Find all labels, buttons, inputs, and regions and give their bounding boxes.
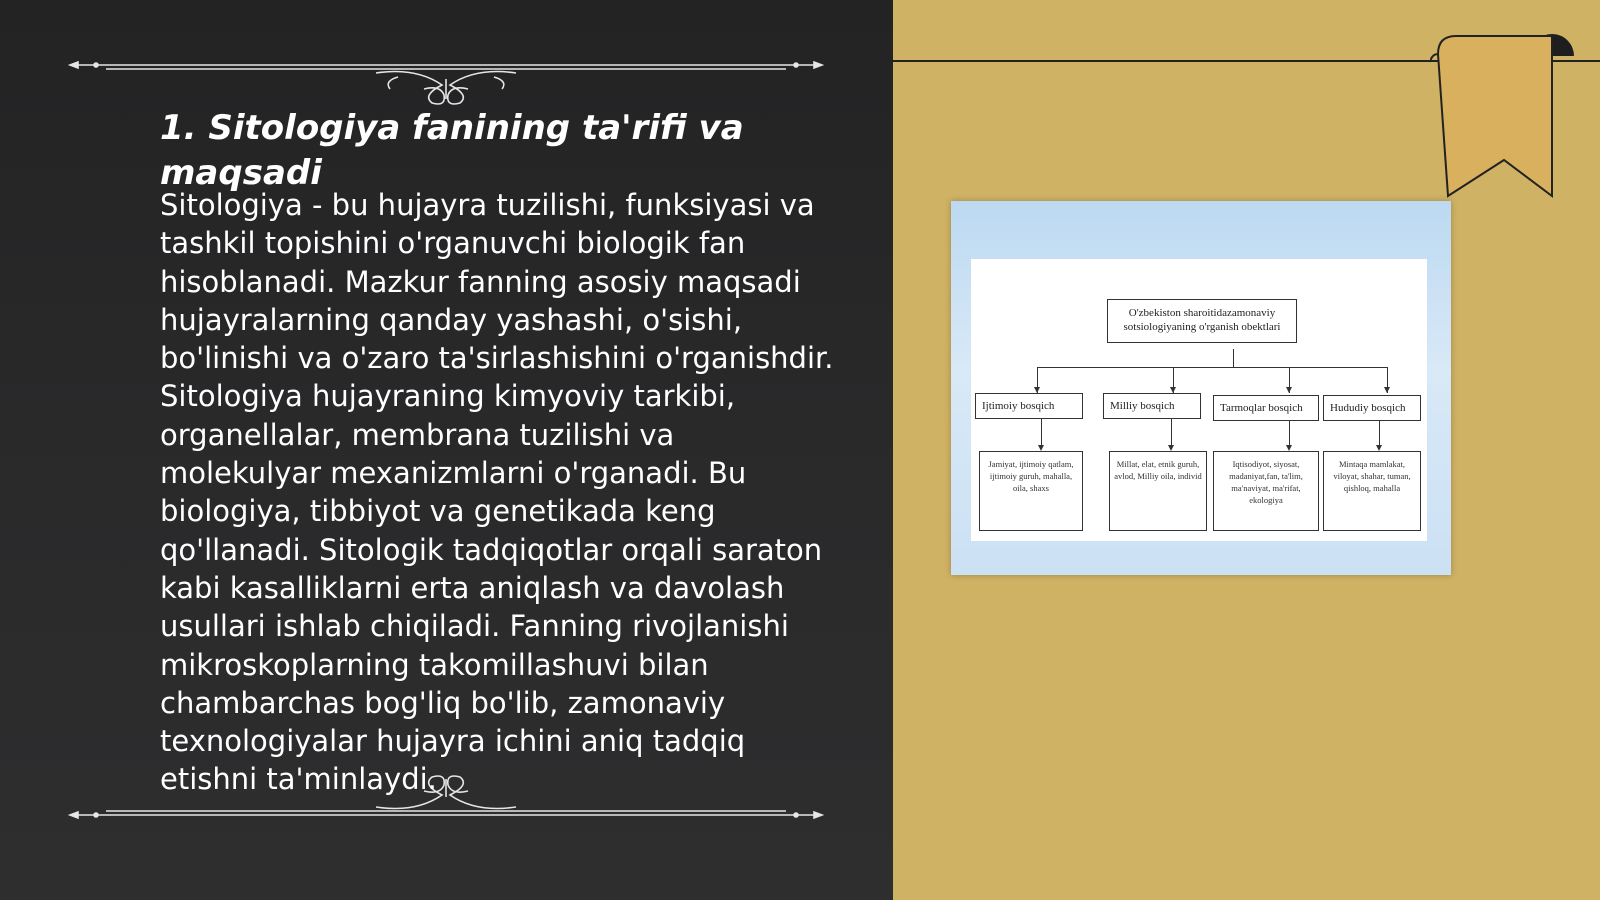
arrow-icon: [1286, 387, 1292, 393]
org-chart-canvas: [971, 259, 1427, 541]
org-chart-leaf-box: Jamiyat, ijtimoiy qatlam, ijtimoiy guruh, mahalla, oila, shaxs: [979, 451, 1083, 531]
org-chart-stage-box: Milliy bosqich: [1103, 393, 1201, 419]
scroll-divider-ornament-top: [66, 55, 826, 105]
org-chart-leaf-box: Iqtisodiyot, siyosat, madaniyat,fan, ta'lim, ma'naviyat, ma'rifat, ekologiya: [1213, 451, 1319, 531]
org-chart-stage-box: Hududiy bosqich: [1323, 395, 1421, 421]
slide-body-text: Sitologiya - bu hujayra tuzilishi, funksiyasi va tashkil topishini o'rganuvchi biologik fan hisoblanadi. Mazkur fanning asosiy maqsadi hujayralarning qanday yashashi, o'sishi, bo'linishi va o'zaro ta'sirlashishini o'rganishdir. Sitologiya hujayraning kimyoviy tarkibi, organellalar, membrana tuzilishi va molekulyar mexanizmlarni o'rganadi. Bu biologiya, tibbiyot va genetikada keng qo'llanadi. Sitologik tadqiqotlar orqali saraton kabi kasalliklarni erta aniqlash va davolash usullari ishlab chiqiladi. Fanning rivojlanishi mikroskoplarning takomillashuvi bilan chambarchas bog'liq bo'lib, zamonaviy texnologiyalar hujayra ichini aniq tadqiq etishni ta'minlaydi.: [160, 188, 834, 797]
connector: [1379, 421, 1380, 445]
connector: [1041, 419, 1042, 445]
connector: [1233, 349, 1234, 367]
connector: [1037, 367, 1387, 368]
org-chart-root-box: O'zbekiston sharoitidazamonaviy sotsiologiyaning o'rganish obektlari: [1107, 299, 1297, 343]
org-chart-image: [951, 201, 1451, 575]
arrow-icon: [1384, 387, 1390, 393]
connector: [1289, 421, 1290, 445]
org-chart-stage-box: Ijtimoiy bosqich: [975, 393, 1083, 419]
org-chart-leaf-box: Mintaqa mamlakat, viloyat, shahar, tuman, qishloq, mahalla: [1323, 451, 1421, 531]
org-chart-leaf-box: Millat, elat, etnik guruh, avlod, Milliy oila, individ: [1109, 451, 1207, 531]
org-chart-stage-box: Tarmoqlar bosqich: [1213, 395, 1319, 421]
slide-title: 1. Sitologiya fanining ta'rifi va maqsadi: [160, 108, 744, 193]
bookmark-ribbon-icon: [1430, 34, 1600, 204]
connector: [1171, 419, 1172, 445]
